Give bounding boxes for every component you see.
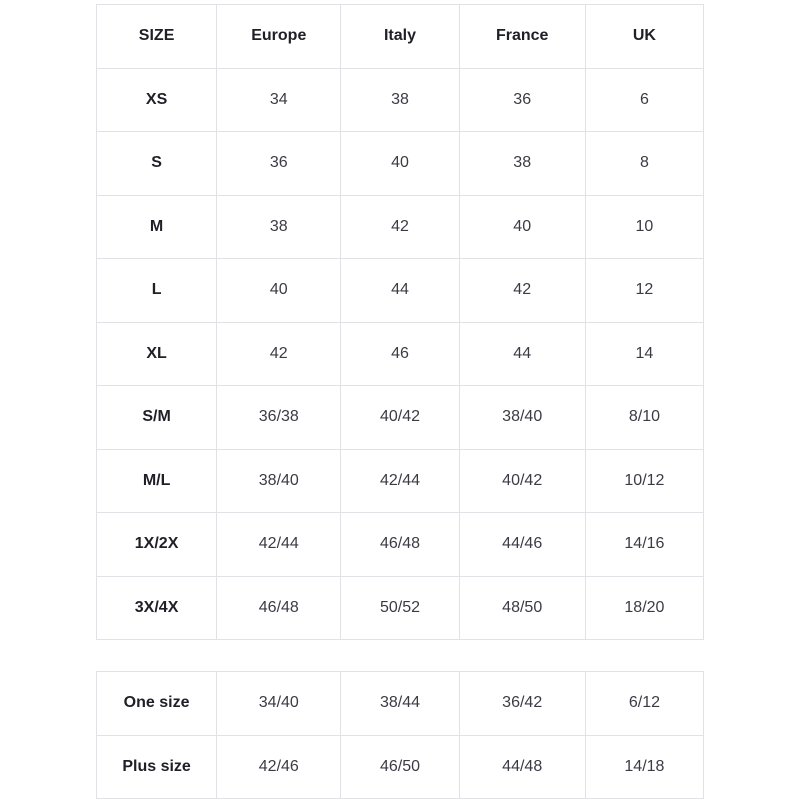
table-row [97, 195, 704, 259]
cell-europe: 42/44 [217, 513, 341, 577]
one-size-plus-size-table [96, 671, 704, 799]
cell-italy: 42/44 [341, 449, 459, 513]
cell-europe: 36/38 [217, 386, 341, 450]
cell-europe: 46/48 [217, 576, 341, 640]
cell-europe: 40 [217, 259, 341, 323]
cell-uk: 14/16 [585, 513, 703, 577]
table-row [97, 449, 704, 513]
column-header-italy: Italy [341, 5, 459, 69]
cell-italy: 42 [341, 195, 459, 259]
size-conversion-table [96, 4, 704, 640]
cell-europe: 38 [217, 195, 341, 259]
cell-france: 42 [459, 259, 585, 323]
cell-italy: 44 [341, 259, 459, 323]
cell-italy: 46 [341, 322, 459, 386]
cell-europe: 42 [217, 322, 341, 386]
table-row [97, 68, 704, 132]
row-label: S [97, 132, 217, 196]
cell-uk: 8 [585, 132, 703, 196]
cell-uk: 18/20 [585, 576, 703, 640]
table-body [97, 672, 704, 799]
cell-uk: 6/12 [585, 672, 703, 736]
row-label: S/M [97, 386, 217, 450]
cell-italy: 46/50 [341, 735, 459, 799]
cell-italy: 50/52 [341, 576, 459, 640]
table-row [97, 735, 704, 799]
cell-italy: 40/42 [341, 386, 459, 450]
table-row [97, 386, 704, 450]
cell-france: 36 [459, 68, 585, 132]
row-label: XL [97, 322, 217, 386]
table-row [97, 576, 704, 640]
row-label: 3X/4X [97, 576, 217, 640]
cell-france: 38/40 [459, 386, 585, 450]
column-header-france: France [459, 5, 585, 69]
column-header-uk: UK [585, 5, 703, 69]
row-label: XS [97, 68, 217, 132]
cell-europe: 34 [217, 68, 341, 132]
cell-france: 40/42 [459, 449, 585, 513]
cell-europe: 38/40 [217, 449, 341, 513]
cell-france: 40 [459, 195, 585, 259]
cell-europe: 42/46 [217, 735, 341, 799]
cell-uk: 14/18 [585, 735, 703, 799]
table-body [97, 68, 704, 640]
cell-france: 44/48 [459, 735, 585, 799]
row-label: M/L [97, 449, 217, 513]
cell-italy: 46/48 [341, 513, 459, 577]
cell-europe: 36 [217, 132, 341, 196]
row-label: M [97, 195, 217, 259]
cell-france: 48/50 [459, 576, 585, 640]
table-row [97, 513, 704, 577]
table-header-row [97, 5, 704, 69]
cell-uk: 10/12 [585, 449, 703, 513]
table-header [97, 5, 704, 69]
cell-uk: 12 [585, 259, 703, 323]
size-chart-page [0, 4, 800, 804]
column-header-europe: Europe [217, 5, 341, 69]
table-row [97, 672, 704, 736]
cell-uk: 14 [585, 322, 703, 386]
table-row [97, 132, 704, 196]
cell-uk: 8/10 [585, 386, 703, 450]
row-label: Plus size [97, 735, 217, 799]
cell-france: 44/46 [459, 513, 585, 577]
cell-europe: 34/40 [217, 672, 341, 736]
cell-france: 36/42 [459, 672, 585, 736]
row-label: 1X/2X [97, 513, 217, 577]
cell-france: 38 [459, 132, 585, 196]
row-label: One size [97, 672, 217, 736]
cell-uk: 10 [585, 195, 703, 259]
row-label: L [97, 259, 217, 323]
cell-france: 44 [459, 322, 585, 386]
table-row [97, 259, 704, 323]
cell-italy: 38/44 [341, 672, 459, 736]
column-header-size: SIZE [97, 5, 217, 69]
table-row [97, 322, 704, 386]
cell-italy: 40 [341, 132, 459, 196]
cell-italy: 38 [341, 68, 459, 132]
cell-uk: 6 [585, 68, 703, 132]
